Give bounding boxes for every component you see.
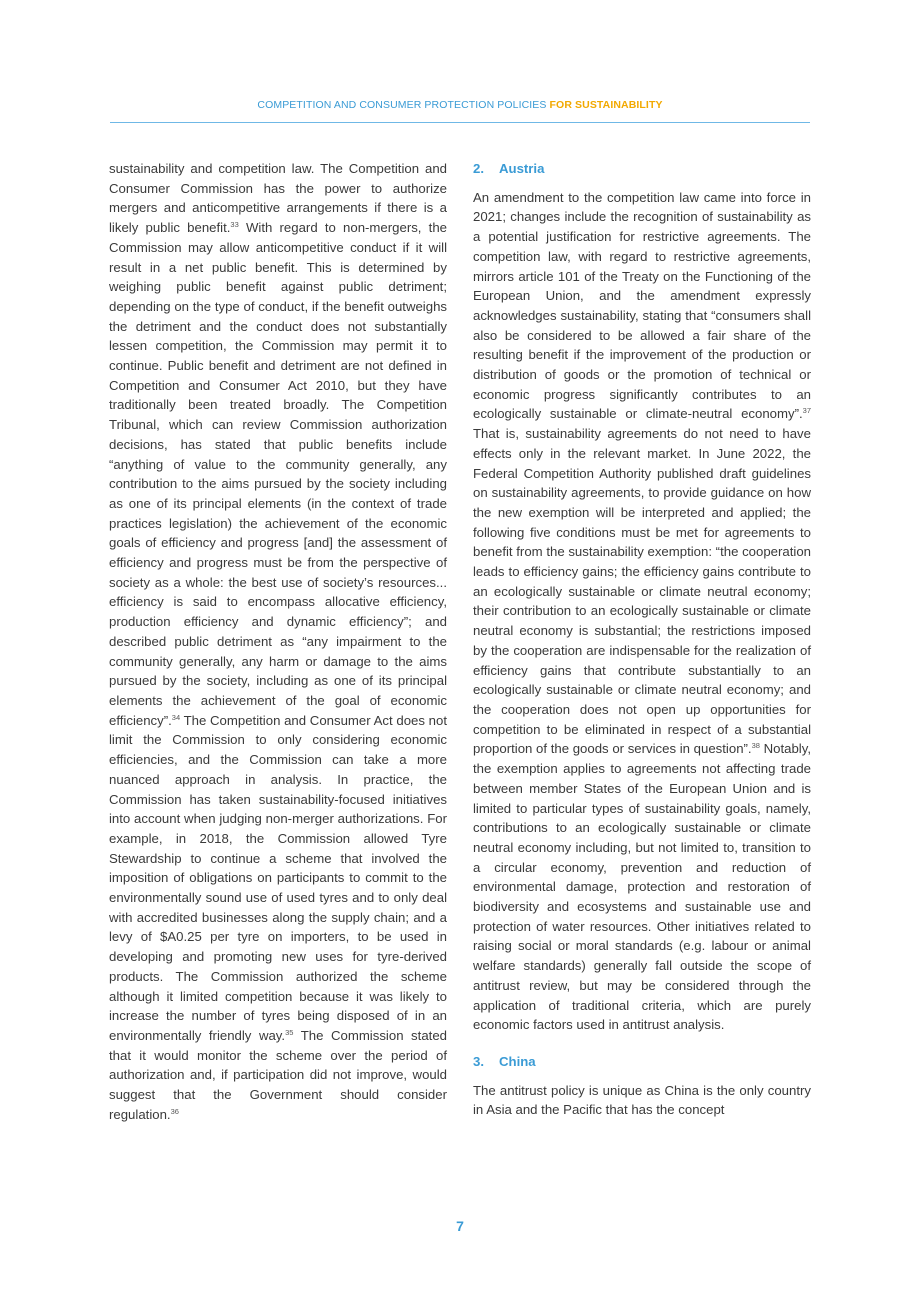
paragraph-austria — [473, 188, 811, 1035]
text-run: The antitrust policy is unique as China is the only country in Asia and the Pacific that has the concept — [473, 1082, 811, 1118]
section-number: 3. — [473, 1053, 484, 1069]
section-title: China — [499, 1053, 536, 1069]
running-header — [110, 99, 810, 111]
text-run: The Competition and Consumer Act does not limit the Commission to only considering economic efficiencies, and the Commission can take a more nuanced approach in analysis. In practice, the Commission has taken sustainability-focused initiatives into account when judging non-merger authorizations. For example, in 2018, the Commission allowed Tyre Stewardship to continue a scheme that involved the imposition of obligations on participants to commit to the environmentally sound use of used tyres and to only deal with accredited businesses along the supply chain; and a levy of $A0.25 per tyre on importers, to be used in developing and promoting new uses for tyre-derived products. The Commission authorized the scheme although it limited competition because it was likely to increase the number of tyres being disposed of in an environmentally friendly way. — [109, 712, 447, 1043]
running-header-title: COMPETITION AND CONSUMER PROTECTION POLICIES — [257, 99, 547, 111]
footnote-ref[interactable]: 37 — [802, 406, 811, 416]
text-run: With regard to non-mergers, the Commission may allow anticompetitive conduct if it will result in a net public benefit. This is determined by weighing public benefit against public detriment; depending on the type of conduct, if the benefit outweighs the detriment and the conduct does not substantially lessen competition, the Commission may permit it to continue. Public benefit and detriment are not defined in Competition and Consumer Act 2010, but they have traditionally been treated broadly. The Competition Tribunal, which can review Commission authorization decisions, has stated that public benefits include “anything of value to the community generally, any contribution to the aims pursued by the society including as one of its principal elements (in the context of trade practices legislation) the achievement of the economic goals of efficiency and progress [and] the assessment of efficiency and progress must be from the perspective of society as a whole: the best use of society’s resources... efficiency is said to encompass allocative efficiency, production efficiency and dynamic efficiency”; and described public detriment as “any impairment to the community generally, any harm or damage to the aims pursued by the society, including as one of its principal elements the achievement of the goal of economic efficiency”. — [109, 220, 447, 728]
text-run: Notably, the exemption applies to agreements not affecting trade between member States of the European Union and is limited to particular types of sustainability goals, namely, contributions to an ecologically sustainable or climate neutral economy including, but not limited to, transition to a circular economy, prevention and reduction of environmental damage, protection and restoration of biodiversity and ecosystems and sustainable use and protection of water resources. Other initiatives related to raising social or moral standards (e.g. labour or animal welfare standards) generally fall outside the scope of antitrust review, but may be considered through the application of traditional criteria, which are purely economic factors used in antitrust analysis. — [473, 741, 812, 1033]
left-column — [109, 159, 447, 1124]
text-run: That is, sustainability agreements do not need to have effects only in the relevant market. In June 2022, the Federal Competition Authority published draft guidelines on sustainability agreements, to provide guidance on how the new exemption will be interpreted and applied; the following five conditions must be met for agreements to benefit from the sustainability exemption: “the cooperation leads to efficiency gains; the efficiency gains contribute to an ecologically sustainable or climate neutral economy; their contribution to an ecologically sustainable or climate neutral economy is substantial; the restrictions imposed by the cooperation are indispensable for the realization of efficiency gains that contribute substantially to an ecologically sustainable or climate neutral economy; and the cooperation does not open up opportunities for competition to be eliminated in respect of a substantial proportion of the goods or services in question”. — [473, 426, 811, 757]
section-heading-austria — [473, 159, 811, 179]
text-run: The Commission stated that it would monitor the scheme over the period of authorization and, if participation did not improve, would suggest that the Government should consider regulation. — [109, 1027, 447, 1122]
text-run: An amendment to the competition law came into force in 2021; changes include the recognition of sustainability as a potential justification for restrictive agreements. The competition law, with regard to restrictive agreements, mirrors article 101 of the Treaty on the Functioning of the European Union, and the amendment expressly acknowledges sustainability, stating that “consumers shall also be considered to be allowed a fair share of the resulting benefit if the improvement of the production or distribution of goods or the promotion of technical or economic progress significantly contributes to an ecologically sustainable or climate-neutral economy”. — [473, 189, 811, 422]
page-number: 7 — [456, 1218, 464, 1234]
right-column — [473, 159, 811, 1120]
text-run: sustainability and competition law. The Competition and Consumer Commission has the power to authorize mergers and anticompetitive arrangements if there is a likely public benefit. — [109, 161, 447, 236]
footnote-ref[interactable]: 35 — [285, 1027, 294, 1037]
paragraph-china — [473, 1081, 811, 1120]
paragraph-competition-commission — [109, 159, 447, 1124]
section-heading-china — [473, 1052, 811, 1072]
footnote-ref[interactable]: 38 — [751, 741, 760, 751]
footnote-ref[interactable]: 34 — [171, 712, 181, 722]
section-number: 2. — [473, 161, 484, 176]
section-title: Austria — [499, 161, 545, 176]
footnote-ref[interactable]: 36 — [170, 1106, 179, 1116]
header-divider — [110, 122, 810, 123]
running-header-accent: FOR SUSTAINABILITY — [549, 99, 663, 111]
section-spacer — [473, 1035, 811, 1052]
footnote-ref[interactable]: 33 — [230, 220, 239, 230]
